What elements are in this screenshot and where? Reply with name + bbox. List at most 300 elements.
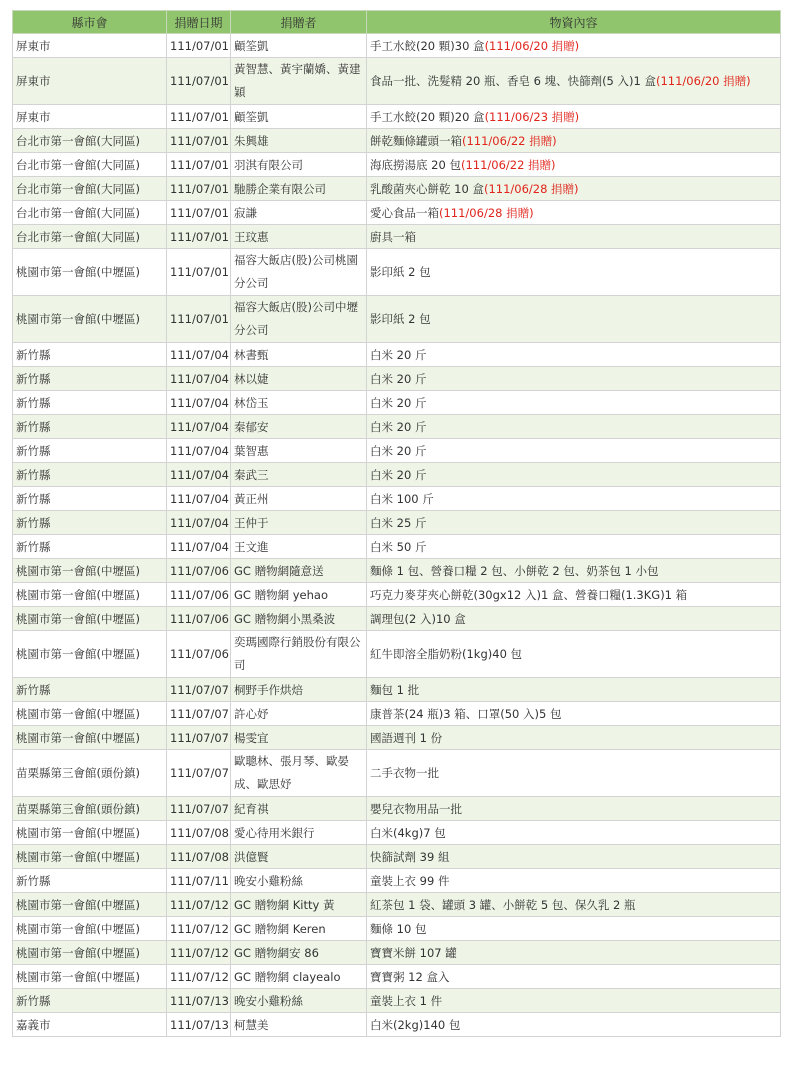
cell-city: [13, 367, 167, 391]
cell-city-text: 台北市第一會館(大同區): [16, 181, 140, 196]
cell-city: [13, 129, 167, 153]
cell-donor-text: 洪億賢: [234, 849, 269, 864]
cell-city: [13, 249, 167, 296]
cell-date: [167, 559, 231, 583]
cell-city: [13, 845, 167, 869]
cell-donor-text: 柯慧美: [234, 1017, 269, 1032]
cell-items-text: 餅乾麵條罐頭一箱: [370, 133, 462, 148]
table-row: [13, 989, 781, 1013]
cell-city-text: 桃園市第一會館(中壢區): [16, 647, 140, 661]
cell-donor: [231, 845, 367, 869]
cell-date: [167, 845, 231, 869]
cell-city-text: 新竹縣: [16, 515, 51, 530]
cell-donor: [231, 487, 367, 511]
cell-date: [167, 343, 231, 367]
cell-city: [13, 750, 167, 797]
cell-date: [167, 965, 231, 989]
cell-items-text: 手工水餃(20 顆)30 盒: [370, 38, 485, 53]
cell-city: [13, 607, 167, 631]
cell-city-text: 桃園市第一會館(中壢區): [16, 563, 140, 578]
cell-donor: [231, 797, 367, 821]
donation-date-note: (111/06/28 捐贈): [439, 205, 534, 220]
cell-city: [13, 58, 167, 105]
cell-donor-text: GC 贈物網 Kitty 黃: [234, 897, 335, 912]
cell-city: [13, 869, 167, 893]
cell-city: [13, 225, 167, 249]
cell-date-text: 111/07/04: [170, 347, 229, 362]
cell-city: [13, 797, 167, 821]
cell-city-text: 桃園市第一會館(中壢區): [16, 312, 140, 326]
cell-city-text: 新竹縣: [16, 993, 51, 1008]
cell-city: [13, 34, 167, 58]
cell-city-text: 桃園市第一會館(中壢區): [16, 706, 140, 721]
table-row: [13, 845, 781, 869]
cell-city: [13, 177, 167, 201]
cell-date: [167, 726, 231, 750]
cell-city: [13, 463, 167, 487]
cell-donor: [231, 893, 367, 917]
cell-city-text: 桃園市第一會館(中壢區): [16, 969, 140, 984]
cell-donor: [231, 153, 367, 177]
cell-date: [167, 129, 231, 153]
cell-items: [367, 463, 781, 487]
cell-donor-text: GC 贈物網 Keren: [234, 921, 326, 936]
cell-date: [167, 893, 231, 917]
cell-donor: [231, 225, 367, 249]
cell-city: [13, 583, 167, 607]
cell-items-text: 愛心食品一箱: [370, 205, 439, 220]
cell-items: [367, 367, 781, 391]
cell-donor: [231, 821, 367, 845]
table-row: [13, 367, 781, 391]
cell-donor-text: 紀育祺: [234, 801, 269, 816]
cell-items-text: 寶寶粥 12 盒入: [370, 969, 450, 984]
cell-date: [167, 941, 231, 965]
cell-items: [367, 607, 781, 631]
cell-city: [13, 821, 167, 845]
cell-city: [13, 726, 167, 750]
table-row: [13, 105, 781, 129]
cell-donor: [231, 463, 367, 487]
cell-items-text: 調理包(2 入)10 盒: [370, 611, 466, 626]
cell-items: [367, 511, 781, 535]
cell-city: [13, 343, 167, 367]
cell-city-text: 苗栗縣第三會館(頭份鎮): [16, 766, 140, 780]
cell-donor: [231, 201, 367, 225]
cell-donor: [231, 343, 367, 367]
cell-date: [167, 631, 231, 678]
cell-city: [13, 941, 167, 965]
cell-date-text: 111/07/01: [170, 74, 229, 88]
cell-items: [367, 153, 781, 177]
cell-date-text: 111/07/06: [170, 587, 229, 602]
cell-date-text: 111/07/01: [170, 312, 229, 326]
table-row: [13, 941, 781, 965]
cell-date-text: 111/07/08: [170, 849, 229, 864]
cell-city: [13, 893, 167, 917]
cell-donor: [231, 439, 367, 463]
cell-items: [367, 821, 781, 845]
cell-date-text: 111/07/04: [170, 539, 229, 554]
cell-date: [167, 583, 231, 607]
cell-city: [13, 965, 167, 989]
cell-city: [13, 487, 167, 511]
cell-date-text: 111/07/06: [170, 563, 229, 578]
table-row: [13, 58, 781, 105]
cell-donor: [231, 559, 367, 583]
cell-date: [167, 391, 231, 415]
table-row: [13, 415, 781, 439]
cell-city: [13, 439, 167, 463]
table-row: [13, 726, 781, 750]
cell-city: [13, 1013, 167, 1037]
cell-date-text: 111/07/07: [170, 706, 229, 721]
cell-donor-text: 黃正州: [234, 491, 269, 506]
cell-items: [367, 678, 781, 702]
table-row: [13, 487, 781, 511]
cell-date-text: 111/07/01: [170, 157, 229, 172]
cell-donor: [231, 678, 367, 702]
cell-items-text: 白米 20 斤: [370, 347, 427, 362]
donation-table: [12, 10, 781, 1037]
cell-donor-text: 林書甄: [234, 347, 269, 362]
cell-items: [367, 989, 781, 1013]
cell-donor-text: 奕瑪國際行銷股份有限公司: [234, 635, 361, 672]
cell-date: [167, 607, 231, 631]
cell-city: [13, 702, 167, 726]
cell-items: [367, 893, 781, 917]
cell-date: [167, 153, 231, 177]
cell-date-text: 111/07/04: [170, 515, 229, 530]
cell-items-text: 影印紙 2 包: [370, 312, 431, 326]
cell-items-text: 紅茶包 1 袋、罐頭 3 罐、小餅乾 5 包、保久乳 2 瓶: [370, 897, 636, 912]
cell-items: [367, 105, 781, 129]
cell-city-text: 新竹縣: [16, 682, 51, 697]
cell-city: [13, 201, 167, 225]
cell-date-text: 111/07/04: [170, 395, 229, 410]
cell-donor-text: 秦郁安: [234, 419, 269, 434]
cell-donor-text: 王文進: [234, 539, 269, 554]
cell-donor-text: 馳勝企業有限公司: [234, 181, 326, 196]
cell-items-text: 白米 50 斤: [370, 539, 427, 554]
cell-date: [167, 201, 231, 225]
cell-donor-text: 福容大飯店(股)公司中壢分公司: [234, 300, 358, 337]
cell-city-text: 新竹縣: [16, 873, 51, 888]
donation-date-note: (111/06/22 捐贈): [460, 157, 556, 172]
cell-items-text: 白米 20 斤: [370, 419, 427, 434]
cell-city: [13, 678, 167, 702]
cell-items-text: 嬰兒衣物用品一批: [370, 801, 462, 816]
cell-donor-text: GC 贈物網 clayealo: [234, 969, 341, 984]
cell-items-text: 白米 100 斤: [370, 491, 434, 506]
header-date: 捐贈日期: [167, 11, 231, 34]
cell-items-text: 巧克力麥芽夾心餅乾(30gx12 入)1 盒、營養口糧(1.3KG)1 箱: [370, 587, 688, 602]
table-row: [13, 702, 781, 726]
cell-date: [167, 1013, 231, 1037]
cell-items-text: 快篩試劑 39 組: [370, 849, 450, 864]
cell-city: [13, 105, 167, 129]
cell-items-text: 白米 20 斤: [370, 395, 427, 410]
cell-date-text: 111/07/01: [170, 205, 229, 220]
cell-items: [367, 845, 781, 869]
cell-items: [367, 702, 781, 726]
cell-donor: [231, 702, 367, 726]
cell-donor-text: 寂謙: [234, 205, 257, 220]
cell-items-text: 二手衣物一批: [370, 766, 439, 780]
cell-items-text: 麵條 1 包、營養口糧 2 包、小餅乾 2 包、奶茶包 1 小包: [370, 563, 659, 578]
cell-items: [367, 296, 781, 343]
cell-city: [13, 989, 167, 1013]
cell-city-text: 桃園市第一會館(中壢區): [16, 611, 140, 626]
header-row: [13, 11, 781, 34]
table-body: [13, 34, 781, 1037]
cell-date-text: 111/07/12: [170, 921, 229, 936]
cell-items-text: 白米(4kg)7 包: [370, 825, 446, 840]
cell-items: [367, 535, 781, 559]
cell-date-text: 111/07/04: [170, 491, 229, 506]
cell-city-text: 桃園市第一會館(中壢區): [16, 587, 140, 602]
cell-items: [367, 869, 781, 893]
cell-date: [167, 177, 231, 201]
cell-items-text: 國語週刊 1 份: [370, 730, 443, 745]
cell-items: [367, 201, 781, 225]
cell-donor: [231, 869, 367, 893]
cell-date: [167, 296, 231, 343]
cell-items-text: 麵包 1 批: [370, 682, 420, 697]
cell-donor: [231, 583, 367, 607]
cell-date-text: 111/07/12: [170, 969, 229, 984]
cell-items-text: 童裝上衣 1 件: [370, 993, 443, 1008]
cell-items: [367, 631, 781, 678]
cell-city-text: 新竹縣: [16, 443, 51, 458]
cell-donor-text: 福容大飯店(股)公司桃園分公司: [234, 253, 358, 290]
cell-donor: [231, 249, 367, 296]
cell-date: [167, 225, 231, 249]
cell-items-text: 寶寶米餅 107 罐: [370, 945, 457, 960]
cell-items: [367, 559, 781, 583]
cell-date: [167, 439, 231, 463]
cell-items-text: 廚具一箱: [370, 229, 416, 244]
cell-donor-text: 林岱玉: [234, 395, 269, 410]
cell-city-text: 台北市第一會館(大同區): [16, 133, 140, 148]
cell-date-text: 111/07/07: [170, 766, 229, 780]
cell-donor-text: 晚安小雞粉絲: [234, 873, 303, 888]
cell-city-text: 台北市第一會館(大同區): [16, 205, 140, 220]
cell-donor-text: 歐聰林、張月琴、歐晏成、歐思妤: [234, 754, 349, 791]
cell-date-text: 111/07/04: [170, 467, 229, 482]
cell-donor-text: 王玟惠: [234, 229, 269, 244]
cell-donor-text: 愛心待用米銀行: [234, 825, 315, 840]
cell-items: [367, 439, 781, 463]
donation-date-note: (111/06/20 捐贈): [484, 38, 580, 53]
cell-donor: [231, 177, 367, 201]
cell-donor-text: 林以婕: [234, 371, 269, 386]
cell-items: [367, 941, 781, 965]
cell-donor-text: 楊雯宜: [234, 730, 269, 745]
table-row: [13, 225, 781, 249]
cell-city-text: 桃園市第一會館(中壢區): [16, 945, 140, 960]
cell-date-text: 111/07/12: [170, 945, 229, 960]
cell-items: [367, 750, 781, 797]
table-row: [13, 893, 781, 917]
cell-donor-text: GC 贈物網安 86: [234, 945, 319, 960]
table-row: [13, 343, 781, 367]
cell-city-text: 新竹縣: [16, 539, 51, 554]
cell-donor-text: 桐野手作烘焙: [234, 682, 303, 697]
cell-donor-text: 顧筌凱: [234, 109, 269, 124]
cell-donor: [231, 607, 367, 631]
table-row: [13, 821, 781, 845]
cell-donor: [231, 941, 367, 965]
cell-date: [167, 678, 231, 702]
cell-donor-text: 葉智惠: [234, 443, 269, 458]
cell-city-text: 桃園市第一會館(中壢區): [16, 730, 140, 745]
header-items: 物資內容: [367, 11, 781, 34]
cell-city: [13, 391, 167, 415]
cell-date-text: 111/07/06: [170, 611, 229, 626]
cell-date-text: 111/07/11: [170, 873, 229, 888]
donation-date-note: (111/06/20 捐贈): [656, 74, 751, 88]
cell-donor: [231, 989, 367, 1013]
cell-donor-text: 羽淇有限公司: [234, 157, 303, 172]
table-row: [13, 917, 781, 941]
cell-donor-text: 許心妤: [234, 706, 269, 721]
cell-date: [167, 487, 231, 511]
cell-date-text: 111/07/01: [170, 38, 229, 53]
cell-date: [167, 463, 231, 487]
cell-donor-text: 顧筌凱: [234, 38, 269, 53]
cell-items: [367, 225, 781, 249]
cell-city-text: 新竹縣: [16, 491, 51, 506]
table-row: [13, 535, 781, 559]
cell-donor: [231, 367, 367, 391]
cell-city-text: 桃園市第一會館(中壢區): [16, 921, 140, 936]
cell-donor: [231, 34, 367, 58]
cell-date: [167, 917, 231, 941]
cell-donor: [231, 296, 367, 343]
cell-items-text: 童裝上衣 99 件: [370, 873, 450, 888]
cell-date: [167, 702, 231, 726]
table-row: [13, 391, 781, 415]
donation-date-note: (111/06/28 捐贈): [483, 181, 579, 196]
cell-donor: [231, 965, 367, 989]
cell-date-text: 111/07/04: [170, 371, 229, 386]
cell-date-text: 111/07/07: [170, 682, 229, 697]
cell-donor: [231, 58, 367, 105]
header-donor: 捐贈者: [231, 11, 367, 34]
cell-date: [167, 989, 231, 1013]
table-row: [13, 965, 781, 989]
cell-date: [167, 797, 231, 821]
cell-donor: [231, 726, 367, 750]
cell-date-text: 111/07/01: [170, 265, 229, 279]
cell-date-text: 111/07/13: [170, 993, 229, 1008]
cell-city-text: 桃園市第一會館(中壢區): [16, 825, 140, 840]
cell-city-text: 屏東市: [16, 38, 51, 53]
cell-items: [367, 1013, 781, 1037]
cell-date-text: 111/07/01: [170, 133, 229, 148]
cell-date: [167, 58, 231, 105]
cell-date: [167, 249, 231, 296]
cell-items-text: 手工水餃(20 顆)20 盒: [370, 109, 485, 124]
cell-city: [13, 535, 167, 559]
cell-donor-text: GC 贈物網小黑桑波: [234, 611, 336, 626]
cell-city-text: 苗栗縣第三會館(頭份鎮): [16, 801, 140, 816]
cell-items: [367, 487, 781, 511]
table-row: [13, 153, 781, 177]
cell-items-text: 白米 20 斤: [370, 443, 427, 458]
cell-items-text: 海底撈湯底 20 包: [370, 157, 461, 172]
cell-city: [13, 296, 167, 343]
table-row: [13, 249, 781, 296]
cell-city: [13, 511, 167, 535]
cell-items: [367, 797, 781, 821]
cell-donor: [231, 535, 367, 559]
cell-donor: [231, 105, 367, 129]
cell-city: [13, 415, 167, 439]
cell-donor-text: GC 贈物網 yehao: [234, 587, 329, 602]
cell-items: [367, 249, 781, 296]
cell-items: [367, 726, 781, 750]
cell-city-text: 新竹縣: [16, 395, 51, 410]
cell-city-text: 新竹縣: [16, 419, 51, 434]
table-row: [13, 869, 781, 893]
cell-items: [367, 129, 781, 153]
table-row: [13, 511, 781, 535]
donation-table-container: [12, 10, 780, 1037]
cell-date-text: 111/07/13: [170, 1017, 229, 1032]
cell-date: [167, 750, 231, 797]
cell-items-text: 紅牛即溶全脂奶粉(1kg)40 包: [370, 647, 523, 661]
cell-donor: [231, 511, 367, 535]
cell-items: [367, 58, 781, 105]
cell-city-text: 桃園市第一會館(中壢區): [16, 897, 140, 912]
table-row: [13, 1013, 781, 1037]
cell-date: [167, 535, 231, 559]
cell-items: [367, 34, 781, 58]
header-city: 縣市會: [13, 11, 167, 34]
table-row: [13, 177, 781, 201]
cell-date: [167, 511, 231, 535]
cell-city-text: 台北市第一會館(大同區): [16, 229, 140, 244]
cell-date: [167, 869, 231, 893]
cell-items: [367, 583, 781, 607]
cell-items: [367, 965, 781, 989]
cell-city-text: 屏東市: [16, 74, 51, 88]
cell-date-text: 111/07/01: [170, 229, 229, 244]
cell-city-text: 新竹縣: [16, 467, 51, 482]
cell-date: [167, 367, 231, 391]
cell-city: [13, 153, 167, 177]
cell-city-text: 桃園市第一會館(中壢區): [16, 849, 140, 864]
cell-donor: [231, 917, 367, 941]
cell-donor-text: 朱興雄: [234, 133, 269, 148]
cell-date-text: 111/07/01: [170, 181, 229, 196]
cell-date-text: 111/07/07: [170, 730, 229, 745]
cell-donor-text: 晚安小雞粉絲: [234, 993, 303, 1008]
cell-donor: [231, 750, 367, 797]
table-row: [13, 607, 781, 631]
cell-items-text: 白米(2kg)140 包: [370, 1017, 461, 1032]
table-header: [13, 11, 781, 34]
cell-items-text: 麵條 10 包: [370, 921, 427, 936]
cell-city-text: 新竹縣: [16, 371, 51, 386]
cell-date-text: 111/07/04: [170, 443, 229, 458]
donation-date-note: (111/06/23 捐贈): [484, 109, 580, 124]
cell-date: [167, 821, 231, 845]
cell-city-text: 屏東市: [16, 109, 51, 124]
cell-items-text: 食品一批、洗髮精 20 瓶、香皂 6 塊、快篩劑(5 入)1 盒: [370, 74, 656, 88]
